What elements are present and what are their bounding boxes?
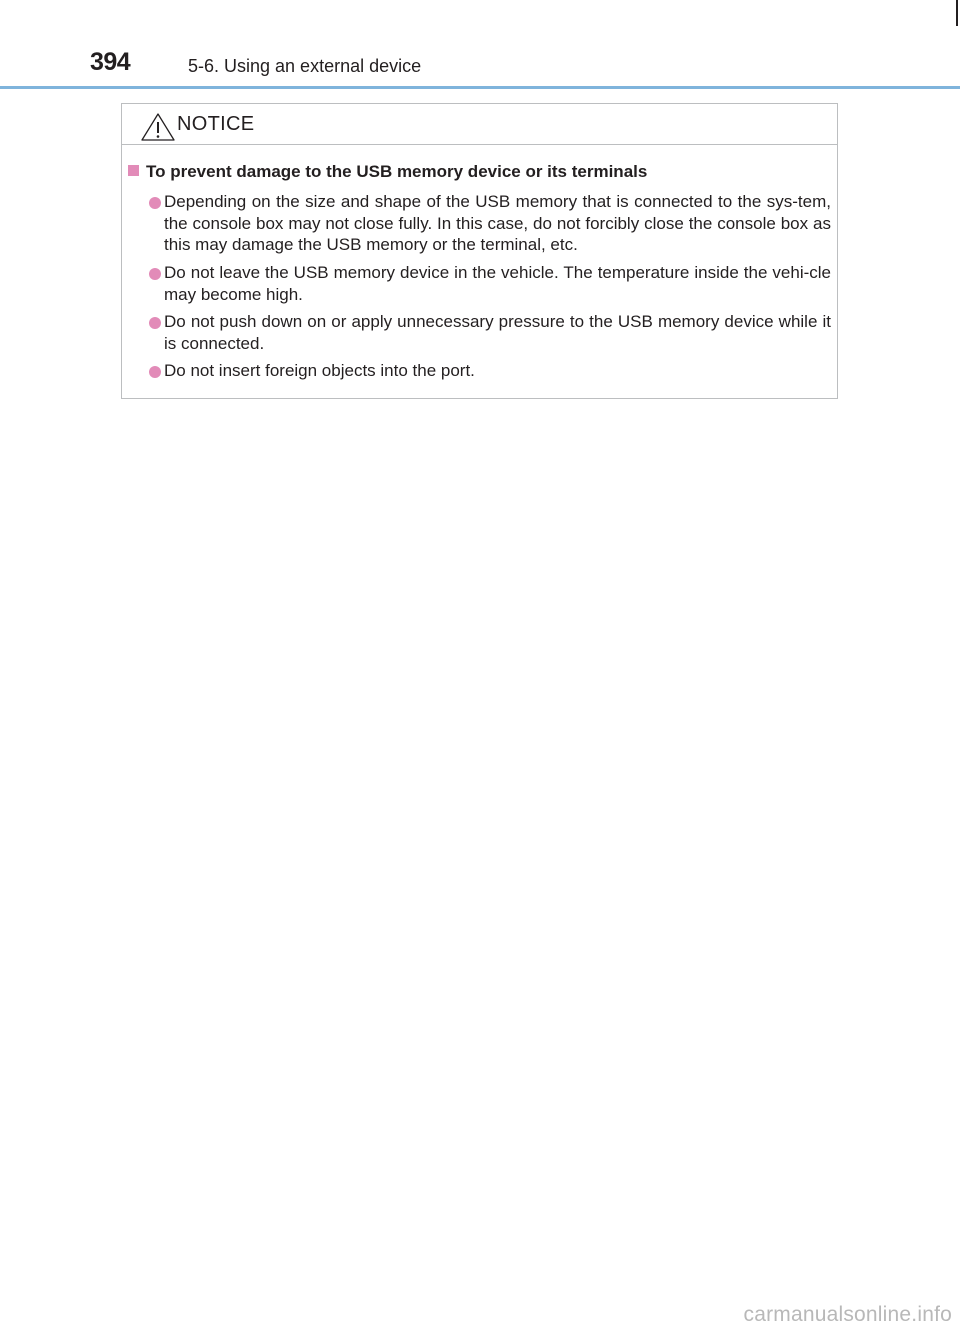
notice-box — [121, 103, 838, 399]
notice-title: NOTICE — [177, 113, 255, 135]
watermark: carmanualsonline.info — [743, 1303, 952, 1326]
header-rule — [0, 86, 960, 89]
list-item-text: Do not insert foreign objects into the port. — [164, 361, 475, 380]
section-title: 5-6. Using an external device — [188, 56, 422, 76]
round-bullet-icon — [149, 317, 161, 329]
list-item-text: Do not leave the USB memory device in the vehicle. The temperature inside the vehi-cle may become high. — [164, 263, 831, 304]
list-item-text: Depending on the size and shape of the USB memory that is connected to the sys-tem, the console box may not close fully. In this case, do not forcibly close the console box as this may damage the USB memory or the terminal, etc. — [164, 192, 831, 254]
square-bullet-icon — [128, 165, 139, 176]
round-bullet-icon — [149, 268, 161, 280]
round-bullet-icon — [149, 197, 161, 209]
page-number: 394 — [90, 48, 131, 76]
notice-header — [122, 104, 837, 145]
page-header — [0, 0, 960, 90]
notice-heading-text: To prevent damage to the USB memory device or its terminals — [146, 162, 648, 181]
list-item-text: Do not push down on or apply unnecessary pressure to the USB memory device while it is connected. — [164, 312, 831, 353]
round-bullet-icon — [149, 366, 161, 378]
notice-heading — [128, 162, 647, 182]
warning-triangle-icon — [140, 112, 176, 142]
edge-mark — [956, 0, 958, 26]
